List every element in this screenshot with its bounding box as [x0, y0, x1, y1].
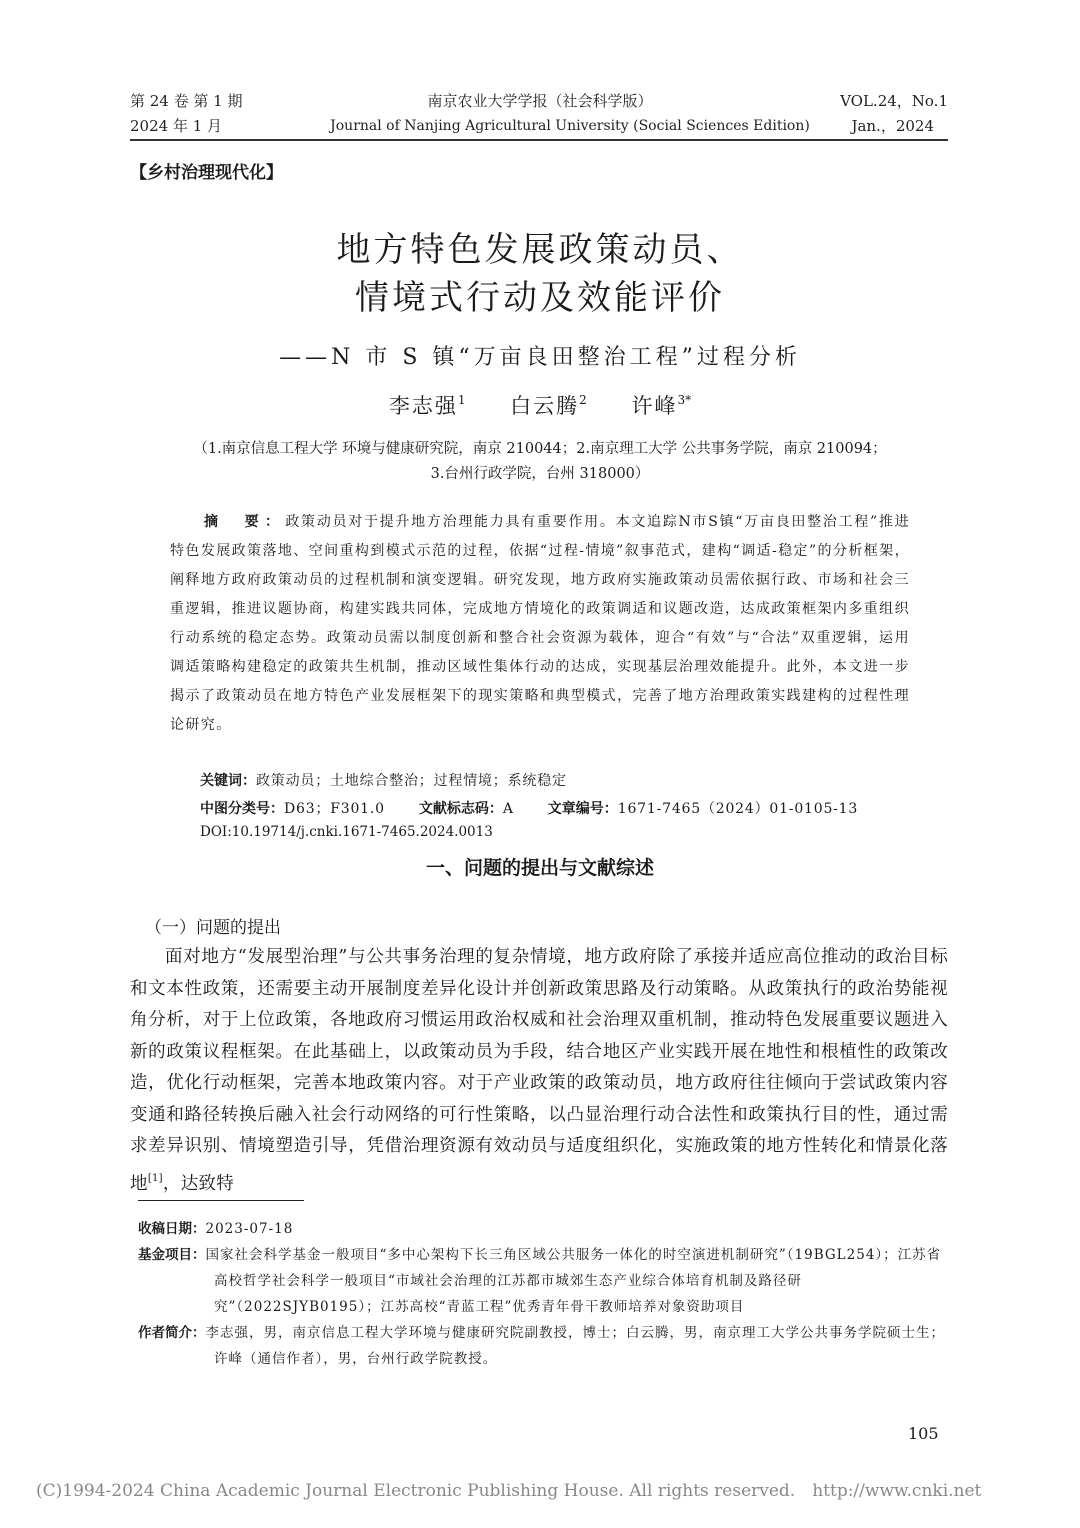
keywords — [200, 770, 567, 790]
title-line-2: 情境式行动及效能评价 — [355, 278, 725, 318]
clc-value: D63；F301.0 — [284, 801, 385, 817]
header-vol-en: VOL.24，No.1 — [840, 92, 948, 110]
keywords-label: 关键词： — [200, 773, 256, 789]
abstract — [170, 508, 910, 740]
footnote-rule — [138, 1200, 304, 1201]
abstract-text: 政策动员对于提升地方治理能力具有重要作用。本文追踪N市S镇“万亩良田整治工程”推进特色发展政策落地、空间重构到模式示范的过程，依据“过程-情境”叙事范式，建构“调适-稳定”的分析框架，阐释地方政府政策动员的过程机制和演变逻辑。研究发现，地方政府实施政策动员需依据行政、市场和社会三重逻辑，推进议题协商，构建实践共同体，完成地方情境化的政策调适和议题改造，达成政策框架内多重组织行动系统的稳定态势。政策动员需以制度创新和整合社会资源为载体，迎合“有效”与“合法”双重逻辑，运用调适策略构建稳定的政策共生机制，推动区域性集体行动的达成，实现基层治理效能提升。此外，本文进一步揭示了政策动员在地方特色产业发展框架下的现实策略和典型模式，完善了地方治理政策实践建构的过程性理论研究。 — [170, 514, 910, 733]
header-date-cn: 2024 年 1 月 — [130, 117, 223, 135]
classification-line — [200, 798, 858, 818]
abstract-label: 摘 要： — [204, 514, 286, 530]
header-journal-en: Journal of Nanjing Agricultural University (Social Sciences Edition) — [330, 118, 810, 134]
author-1: 李志强$^1$ — [388, 393, 466, 418]
doc-code-value: A — [502, 801, 514, 817]
received-date: 收稿日期：2023-07-18 — [138, 1221, 294, 1237]
header-volume-issue: 第 24 卷 第 1 期 — [130, 92, 243, 110]
header-date-en: Jan.，2024 — [851, 117, 934, 135]
keywords-text: 政策动员；土地综合整治；过程情境；系统稳定 — [256, 773, 567, 789]
article-no-value: 1671-7465（2024）01-0105-13 — [617, 801, 859, 817]
page-number: 105 — [908, 1424, 939, 1443]
author-bio: 作者简介：李志强，男，南京信息工程大学环境与健康研究院副教授，博士；白云腾，男，南京理工大学公共事务学院硕士生；许峰（通信作者），男，台州行政学院教授。 — [138, 1325, 945, 1367]
header-rule — [130, 139, 948, 141]
citation-ref: [1] — [147, 1172, 163, 1184]
title-line-1: 地方特色发展政策动员、 — [336, 230, 744, 270]
fund-info: 基金项目：国家社会科学基金一般项目“多中心架构下长三角区域公共服务一体化的时空演进机制研究”（19BGL254）；江苏省高校哲学社会科学一般项目“市域社会治理的江苏都市城郊生态产业综合体培育机制及路径研究”（2022SJYB0195）；江苏高校“青蓝工程”优秀青年骨干教师培养对象资助项目 — [138, 1247, 942, 1315]
subtitle: ——N 市 S 镇“万亩良田整治工程”过程分析 — [279, 345, 801, 370]
clc-label: 中图分类号： — [200, 801, 284, 817]
footnotes — [138, 1216, 946, 1372]
author-3: 许峰$^{3*}$ — [631, 393, 692, 418]
header-journal-cn: 南京农业大学学报（社会科学版） — [427, 92, 653, 110]
author-2: 白云腾$^2$ — [510, 393, 587, 418]
subsection-heading: （一）问题的提出 — [145, 918, 281, 938]
affiliation-line-1: （1.南京信息工程大学 环境与健康研究院，南京 210044；2.南京理工大学 公共事务学院，南京 210094； — [193, 441, 887, 457]
article-no-label: 文章编号： — [547, 801, 618, 817]
section-heading-1: 一、问题的提出与文献综述 — [425, 857, 654, 879]
section-tag: 【乡村治理现代化】 — [130, 163, 283, 183]
body-paragraph: 面对地方“发展型治理”与公共事务治理的复杂情境，地方政府除了承接并适应高位推动的政治目标和文本性政策，还需要主动开展制度差异化设计并创新政策思路及行动策略。从政策执行的政治势能视角分析，对于上位政策，各地政府习惯运用政治权威和社会治理双重机制，推动特色发展重要议题进入新的政策议程框架。在此基础上，以政策动员为手段，结合地区产业实践开展在地性和根植性的政策改造，优化行动框架，完善本地政策内容。对于产业政策的政策动员，地方政府往往倾向于尝试政策内容变通和路径转换后融入社会行动网络的可行性策略，以凸显治理行动合法性和政策执行目的性，通过需求差异识别、情境塑造引导，凭借治理资源有效动员与适度组织化，实施政策的地方性转化和情景化落地[1]，达致特 — [130, 947, 948, 1194]
doi: DOI:10.19714/j.cnki.1671-7465.2024.0013 — [200, 824, 493, 840]
author-list — [0, 390, 1080, 420]
copyright-notice: (C)1994-2024 China Academic Journal Electronic Publishing House. All rights reserved. http://www.cnki.net — [36, 1481, 982, 1501]
affiliation-line-2: 3.台州行政学院，台州 318000） — [430, 466, 650, 482]
doc-code-label: 文献标志码： — [418, 801, 503, 817]
